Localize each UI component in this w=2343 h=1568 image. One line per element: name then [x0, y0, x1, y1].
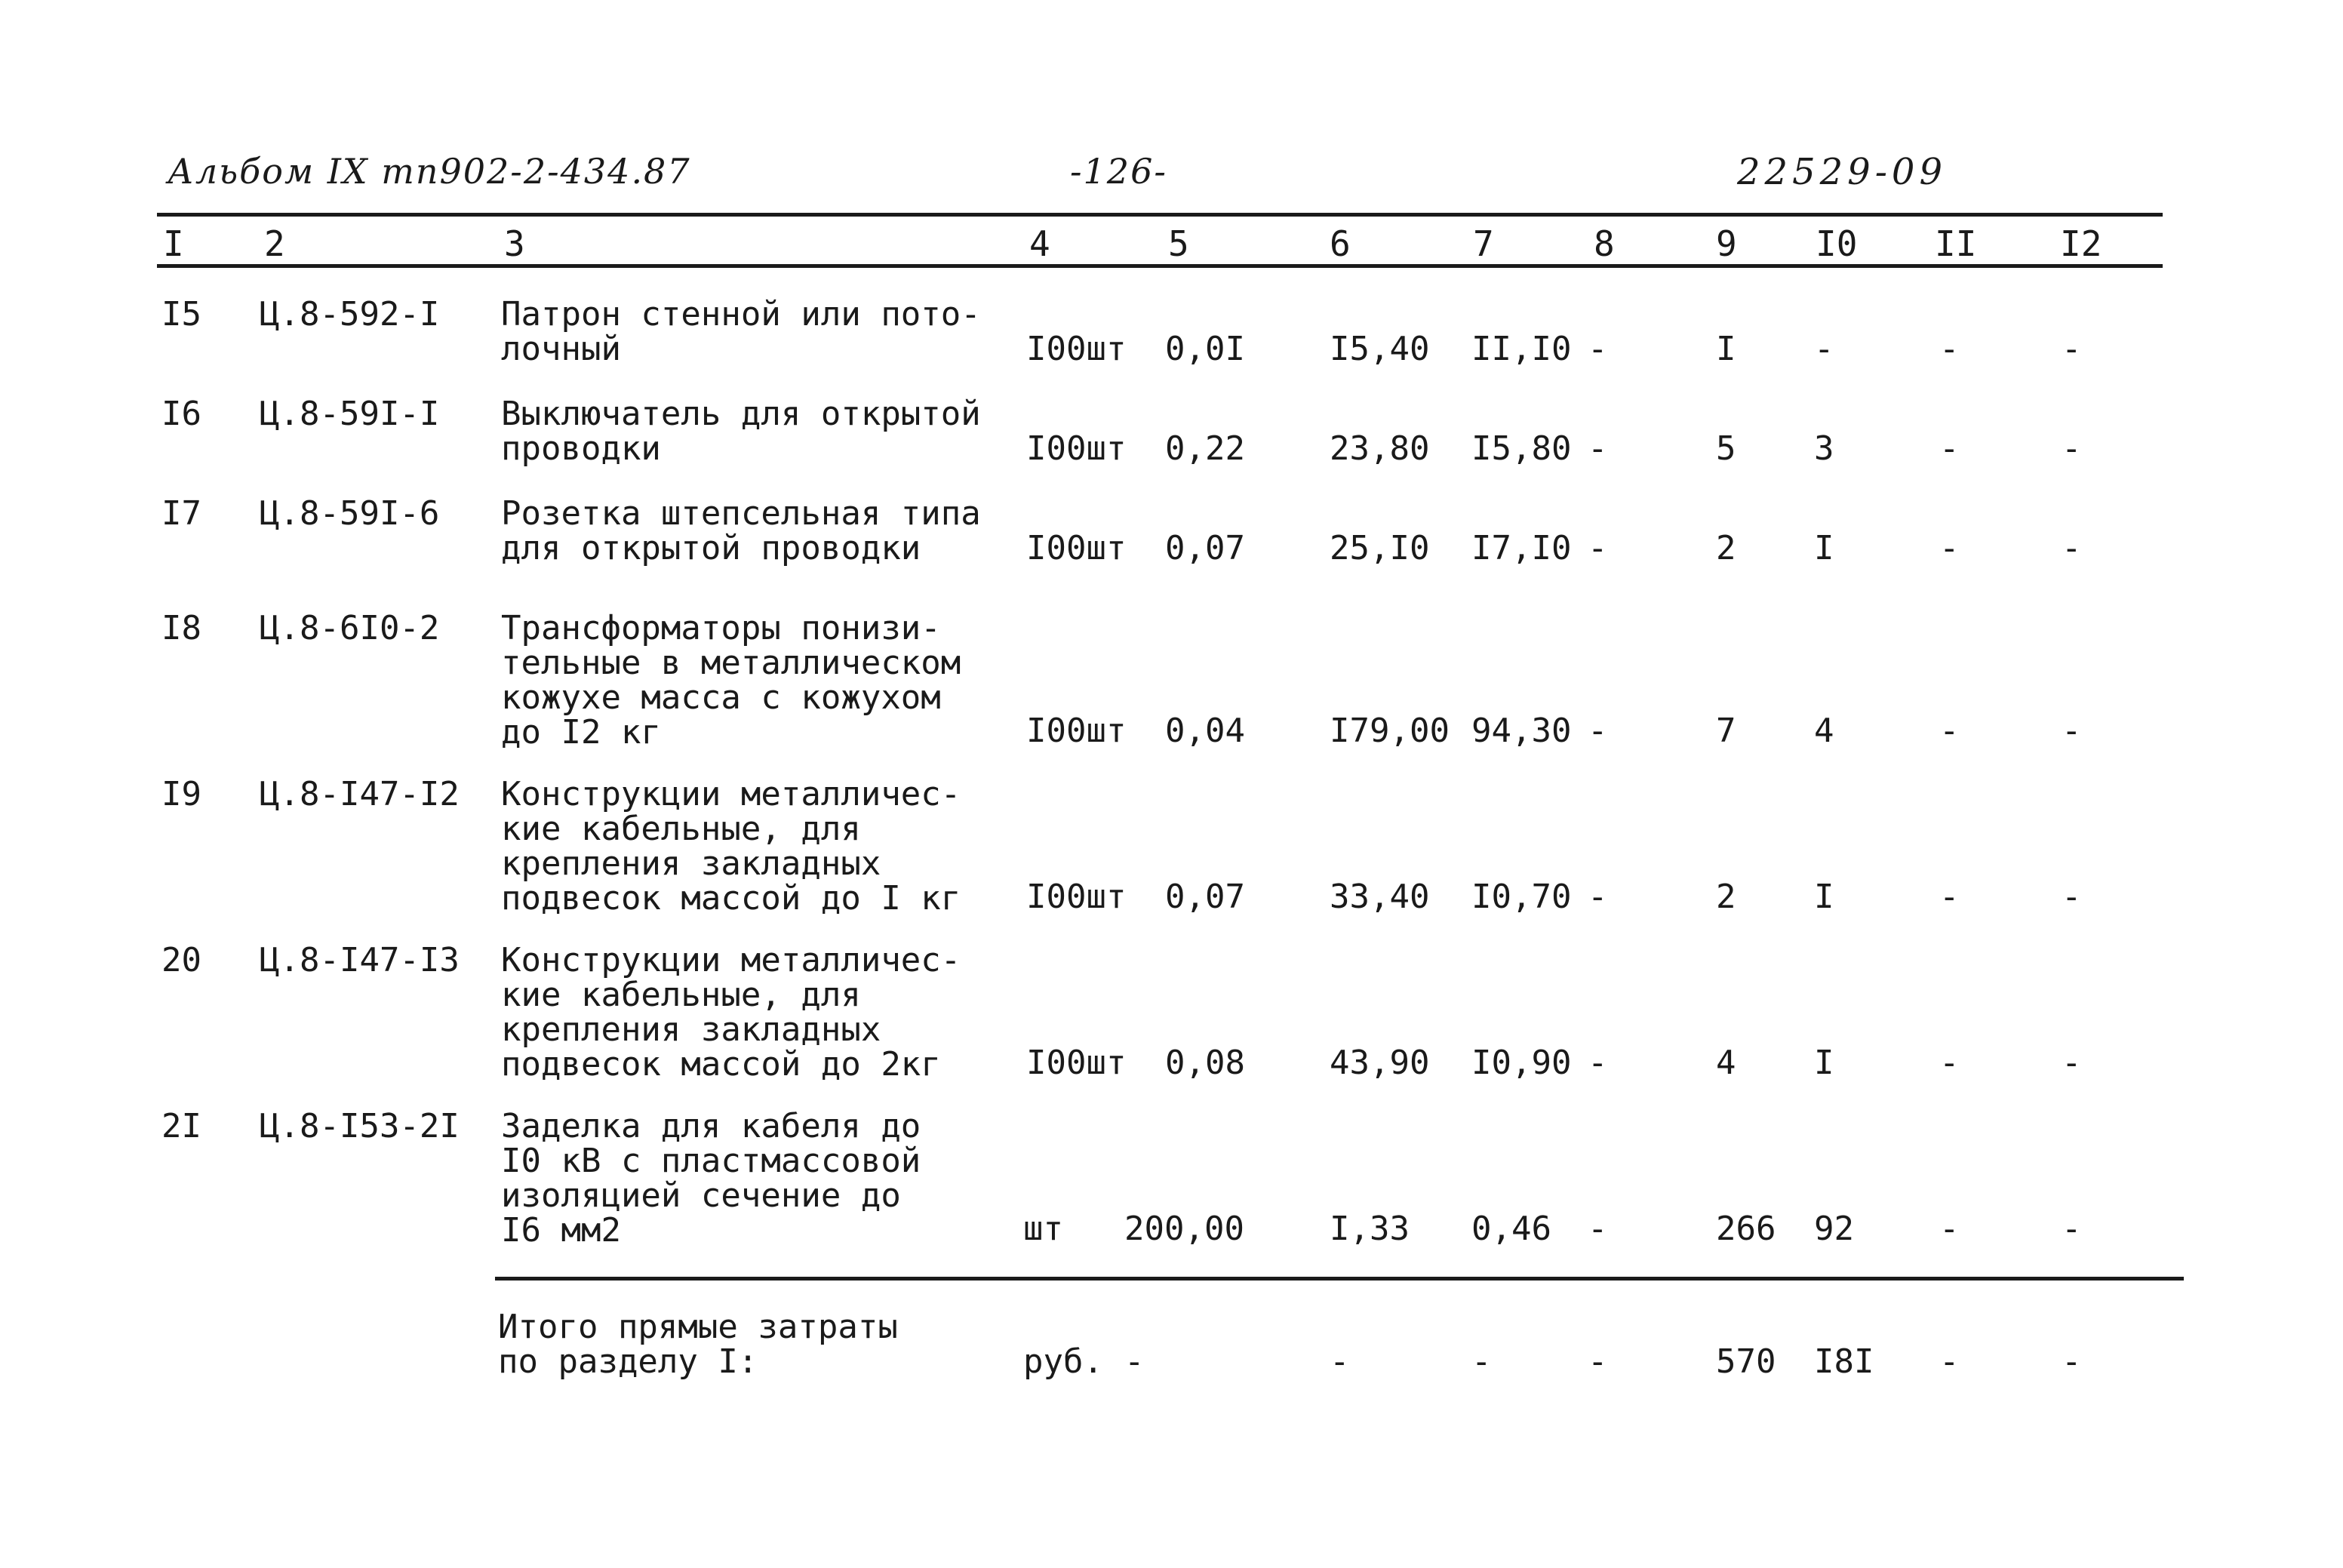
col10-value: I	[1814, 878, 1834, 916]
column-number: 9	[1716, 223, 1737, 264]
item-description: Конструкции металличес- кие кабельные, для крепления закладных подвесок массой до I кг	[501, 775, 961, 918]
row-number: I9	[161, 775, 201, 813]
col10-value: I	[1814, 1044, 1834, 1082]
price-code: Ц.8-I53-2I	[260, 1107, 460, 1145]
col10-value: 92	[1814, 1210, 1854, 1248]
column-number: 5	[1168, 223, 1189, 264]
total-col10: I8I	[1814, 1342, 1874, 1381]
column-number: II	[1935, 223, 1977, 264]
col12-value: -	[2062, 330, 2082, 368]
price-code: Ц.8-6I0-2	[260, 609, 440, 647]
row-number: 2I	[161, 1107, 201, 1145]
item-description: Патрон стенной или пото- лочный	[501, 295, 981, 368]
col8-value: -	[1588, 330, 1608, 368]
unit: I00шт	[1026, 878, 1127, 916]
row-number: 20	[161, 941, 201, 979]
document-code: 22529-09	[1737, 151, 1947, 193]
unit: I00шт	[1026, 529, 1127, 567]
row-number: I6	[161, 395, 201, 433]
col9-value: 4	[1716, 1044, 1736, 1082]
col8-value: -	[1588, 712, 1608, 750]
column-number: I0	[1816, 223, 1858, 264]
col10-value: 3	[1814, 429, 1834, 468]
col11-value: -	[1939, 529, 1960, 567]
col9-value: I	[1716, 330, 1736, 368]
total-col12: -	[2062, 1342, 2082, 1381]
table-top-rule	[157, 213, 2163, 217]
col9-value: 2	[1716, 878, 1736, 916]
quantity: 0,08	[1165, 1044, 1245, 1082]
col10-value: -	[1814, 330, 1834, 368]
column-number: I	[163, 223, 184, 264]
col9-value: 5	[1716, 429, 1736, 468]
column-number: 4	[1029, 223, 1050, 264]
column-number: 2	[264, 223, 285, 264]
col8-value: -	[1588, 878, 1608, 916]
col11-value: -	[1939, 1210, 1960, 1248]
col7-value: II,I0	[1471, 330, 1572, 368]
col11-value: -	[1939, 429, 1960, 468]
price-code: Ц.8-I47-I2	[260, 775, 460, 813]
quantity: 0,22	[1165, 429, 1245, 468]
unit: I00шт	[1026, 1044, 1127, 1082]
col9-value: 7	[1716, 712, 1736, 750]
item-description: Розетка штепсельная типа для открытой проводки	[501, 494, 981, 567]
col8-value: -	[1588, 429, 1608, 468]
total-col7: -	[1471, 1342, 1492, 1381]
unit: I00шт	[1026, 712, 1127, 750]
item-description: Заделка для кабеля до I0 кВ с пластмассовой изоляцией сечение до I6 мм2	[501, 1107, 921, 1250]
total-separator-rule	[495, 1277, 2184, 1281]
page-number: -126-	[1070, 151, 1167, 192]
unit: I00шт	[1026, 330, 1127, 368]
quantity: 200,00	[1124, 1210, 1244, 1248]
item-description: Конструкции металличес- кие кабельные, для крепления закладных подвесок массой до 2кг	[501, 941, 961, 1084]
col10-value: I	[1814, 529, 1834, 567]
col12-value: -	[2062, 1044, 2082, 1082]
col7-value: 94,30	[1471, 712, 1572, 750]
total-col6: -	[1330, 1342, 1350, 1381]
price-code: Ц.8-59I-6	[260, 494, 440, 533]
total-col11: -	[1939, 1342, 1960, 1381]
quantity: 0,04	[1165, 712, 1245, 750]
col11-value: -	[1939, 1044, 1960, 1082]
total-col8: -	[1588, 1342, 1608, 1381]
col6-value: I,33	[1330, 1210, 1410, 1248]
col7-value: I0,70	[1471, 878, 1572, 916]
col8-value: -	[1588, 1210, 1608, 1248]
row-number: I7	[161, 494, 201, 533]
col7-value: I5,80	[1471, 429, 1572, 468]
col9-value: 266	[1716, 1210, 1776, 1248]
col6-value: I79,00	[1330, 712, 1450, 750]
col12-value: -	[2062, 712, 2082, 750]
header-bottom-rule	[157, 264, 2163, 268]
col6-value: 25,I0	[1330, 529, 1430, 567]
quantity: 0,07	[1165, 878, 1245, 916]
item-description: Трансформаторы понизи- тельные в металлическом кожухе масса с кожухом до I2 кг	[501, 609, 961, 752]
row-number: I8	[161, 609, 201, 647]
col11-value: -	[1939, 878, 1960, 916]
col12-value: -	[2062, 1210, 2082, 1248]
price-code: Ц.8-592-I	[260, 295, 440, 334]
column-number: 8	[1594, 223, 1615, 264]
total-col9: 570	[1716, 1342, 1776, 1381]
col7-value: 0,46	[1471, 1210, 1551, 1248]
column-number: I2	[2060, 223, 2102, 264]
col12-value: -	[2062, 878, 2082, 916]
col12-value: -	[2062, 429, 2082, 468]
col9-value: 2	[1716, 529, 1736, 567]
col11-value: -	[1939, 330, 1960, 368]
quantity: 0,0I	[1165, 330, 1245, 368]
item-description: Выключатель для открытой проводки	[501, 395, 981, 468]
col6-value: 43,90	[1330, 1044, 1430, 1082]
col6-value: I5,40	[1330, 330, 1430, 368]
price-code: Ц.8-I47-I3	[260, 941, 460, 979]
col7-value: I7,I0	[1471, 529, 1572, 567]
col6-value: 23,80	[1330, 429, 1430, 468]
total-unit: руб.	[1023, 1342, 1103, 1381]
col7-value: I0,90	[1471, 1044, 1572, 1082]
unit: шт	[1023, 1210, 1063, 1248]
col10-value: 4	[1814, 712, 1834, 750]
column-number: 3	[504, 223, 525, 264]
album-label: Альбом IX тп902-2-434.87	[168, 151, 691, 192]
quantity: 0,07	[1165, 529, 1245, 567]
row-number: I5	[161, 295, 201, 334]
col12-value: -	[2062, 529, 2082, 567]
col8-value: -	[1588, 1044, 1608, 1082]
col6-value: 33,40	[1330, 878, 1430, 916]
column-number: 7	[1473, 223, 1494, 264]
price-code: Ц.8-59I-I	[260, 395, 440, 433]
col11-value: -	[1939, 712, 1960, 750]
total-description: Итого прямые затраты по разделу I:	[498, 1308, 898, 1381]
total-quantity: -	[1124, 1342, 1145, 1381]
col8-value: -	[1588, 529, 1608, 567]
unit: I00шт	[1026, 429, 1127, 468]
column-number: 6	[1330, 223, 1351, 264]
